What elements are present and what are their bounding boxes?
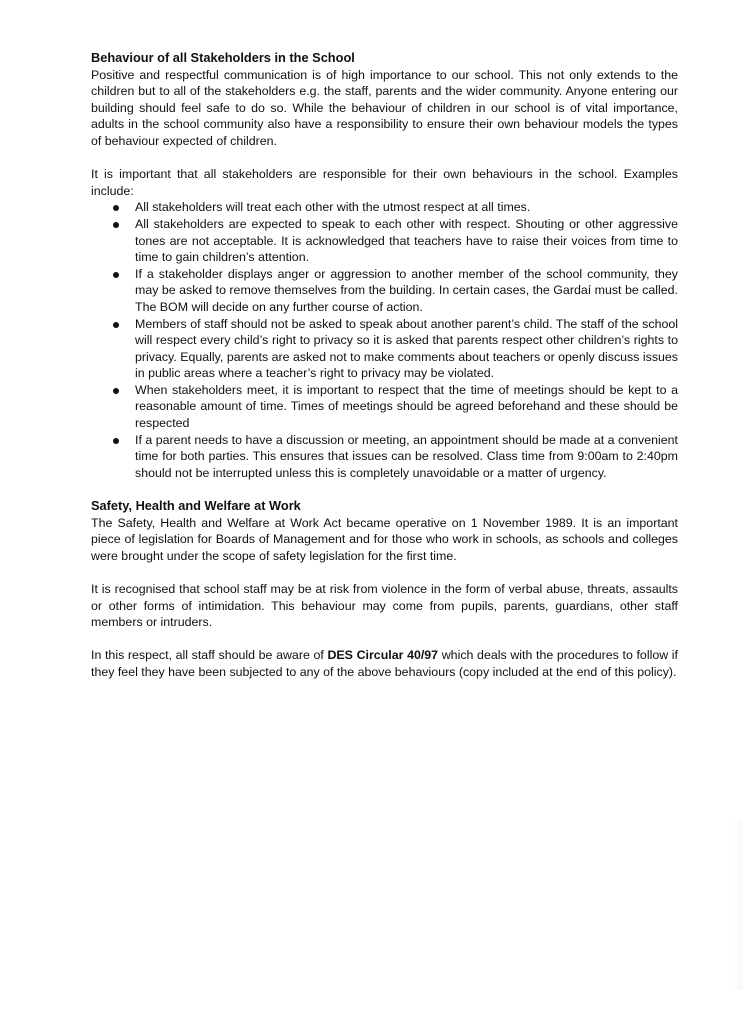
section-heading: Safety, Health and Welfare at Work xyxy=(91,498,301,514)
section-gap xyxy=(91,481,678,498)
section-heading: Behaviour of all Stakeholders in the School xyxy=(91,50,355,65)
paragraph-gap xyxy=(91,564,678,581)
intro-paragraph: Positive and respectful communication is of high importance to our school. This not only extends to the children but to all of the stakeholders e.g. the staff, parents and the wider community. Anyone entering our building should feel safe to do so. While the behaviour of children in our school is of vital importance, adults in the school community also have a responsibility to ensure their own behaviour models the types of behaviour expected of children. xyxy=(91,67,678,148)
bullet-icon xyxy=(113,388,119,394)
bullet-icon xyxy=(113,222,119,228)
act-paragraph: The Safety, Health and Welfare at Work Act became operative on 1 November 1989. It is an important piece of legislation for Boards of Management and for those who work in schools, as schools and colleges were brought under the scope of safety legislation for the first time. xyxy=(91,515,678,563)
circular-text-before: In this respect, all staff should be aware of xyxy=(91,648,328,663)
circular-reference: DES Circular 40/97 xyxy=(327,648,439,663)
list-item xyxy=(91,382,678,432)
list-item xyxy=(91,199,678,216)
paragraph-gap xyxy=(91,631,678,648)
list-item-text: Members of staff should not be asked to speak about another parent’s child. The staff of the school will respect every child’s right to privacy so it is asked that parents respect other children’s rights to privacy. Equally, parents are asked not to make comments about teachers or openly discuss issues in public areas where a teacher’s right to privacy may be violated. xyxy=(135,316,678,381)
page-edge-shadow xyxy=(733,820,743,990)
list-item-text: If a parent needs to have a discussion or meeting, an appointment should be made at a convenient time for both parties. This ensures that issues can be resolved. Class time from 9:00am to 2:40pm should not be interrupted unless this is completely unavoidable or a matter of urgency. xyxy=(135,432,678,480)
bullet-icon xyxy=(113,272,119,278)
section-stakeholder-behaviour xyxy=(91,50,678,481)
bullet-icon xyxy=(113,205,119,211)
list-item xyxy=(91,316,678,382)
circular-text-after: which deals with the procedures to follow if they feel they have been subjected to any of the above behaviours (copy included at the end of this policy). xyxy=(91,648,678,679)
list-item xyxy=(91,216,678,266)
bullet-icon xyxy=(113,322,119,328)
list-item-text: All stakeholders will treat each other with the utmost respect at all times. xyxy=(135,200,531,215)
document-page xyxy=(91,50,678,681)
lead-paragraph: It is important that all stakeholders are responsible for their own behaviours in the school. Examples include: xyxy=(91,167,678,198)
section-safety-health-welfare xyxy=(91,498,678,681)
list-item xyxy=(91,266,678,316)
expectations-list xyxy=(91,199,678,481)
list-item-text: If a stakeholder displays anger or aggression to another member of the school community, they may be asked to remove themselves from the building. In certain cases, the Gardaí must be called. The BOM will decide on any further course of action. xyxy=(135,266,678,314)
list-item-text: All stakeholders are expected to speak to each other with respect. Shouting or other aggressive tones are not acceptable. It is acknowledged that teachers have to raise their voices from time to time to gain children’s attention. xyxy=(135,216,678,265)
list-item-text: When stakeholders meet, it is important to respect that the time of meetings should be kept to a reasonable amount of time. Times of meetings should be agreed beforehand and these should be respected xyxy=(135,382,678,431)
risk-paragraph: It is recognised that school staff may be at risk from violence in the form of verbal abuse, threats, assaults or other forms of intimidation. This behaviour may come from pupils, parents, guardians, other staff members or intruders. xyxy=(91,582,678,630)
list-item xyxy=(91,432,678,482)
bullet-icon xyxy=(113,438,119,444)
circular-paragraph xyxy=(91,647,678,680)
paragraph-gap xyxy=(91,150,678,167)
